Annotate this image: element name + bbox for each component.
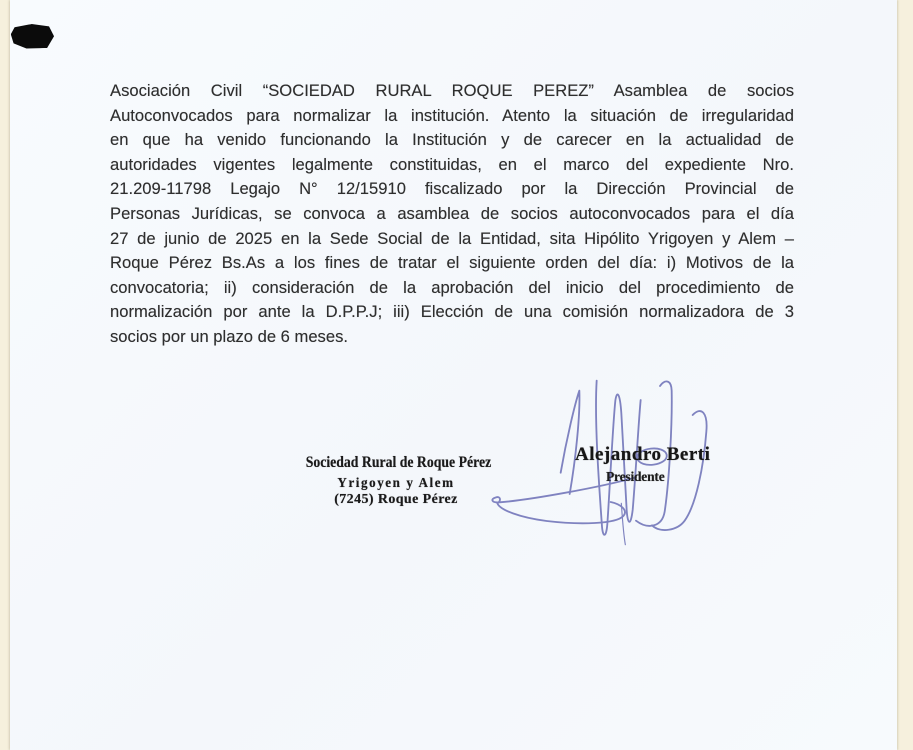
- document-line: socios por un plazo de 6 meses.: [110, 326, 348, 346]
- document-line: convocatoria; ii) consideración de la aprobación del inicio del procedimiento de: [110, 277, 794, 297]
- signatory-title-stamp: Presidente: [606, 469, 665, 484]
- address-stamp: [291, 454, 501, 508]
- document-line: 27 de junio de 2025 en la Sede Social de la Entidad, sita Hipólito Yrigoyen y Alem –: [110, 228, 794, 248]
- document-line: Asociación Civil “SOCIEDAD RURAL ROQUE PEREZ” Asamblea de socios: [110, 81, 794, 100]
- document-line: 21.209-11798 Legajo N° 12/15910 fiscalizado por la Dirección Provincial de: [110, 179, 794, 199]
- convocation-paragraph: [110, 79, 794, 350]
- address-stamp-org-line: Sociedad Rural de Roque Pérez: [305, 454, 492, 471]
- document-line: normalización por ante la D.P.P.J; iii) Elección de una comisión normalizadora de 3: [110, 302, 794, 322]
- document-line: Autoconvocados para normalizar la institución. Atento la situación de irregularidad: [110, 105, 794, 125]
- signatory-name-stamp: Alejandro Berti: [575, 444, 711, 465]
- address-stamp-city-line: (7245) Roque Pérez: [334, 492, 458, 507]
- document-line: autoridades vigentes legalmente constituidas, en el marco del expediente Nro.: [110, 154, 794, 174]
- address-stamp-street-line: Yrigoyen y Alem: [337, 475, 455, 490]
- document-line: en que ha venido funcionando la Institución y de carecer en la actualidad de: [110, 130, 794, 150]
- document-line: Personas Jurídicas, se convoca a asamblea de socios autoconvocados para el día: [110, 203, 794, 223]
- document-line: Roque Pérez Bs.As a los fines de tratar el siguiente orden del día: i) Motivos de la: [110, 253, 794, 273]
